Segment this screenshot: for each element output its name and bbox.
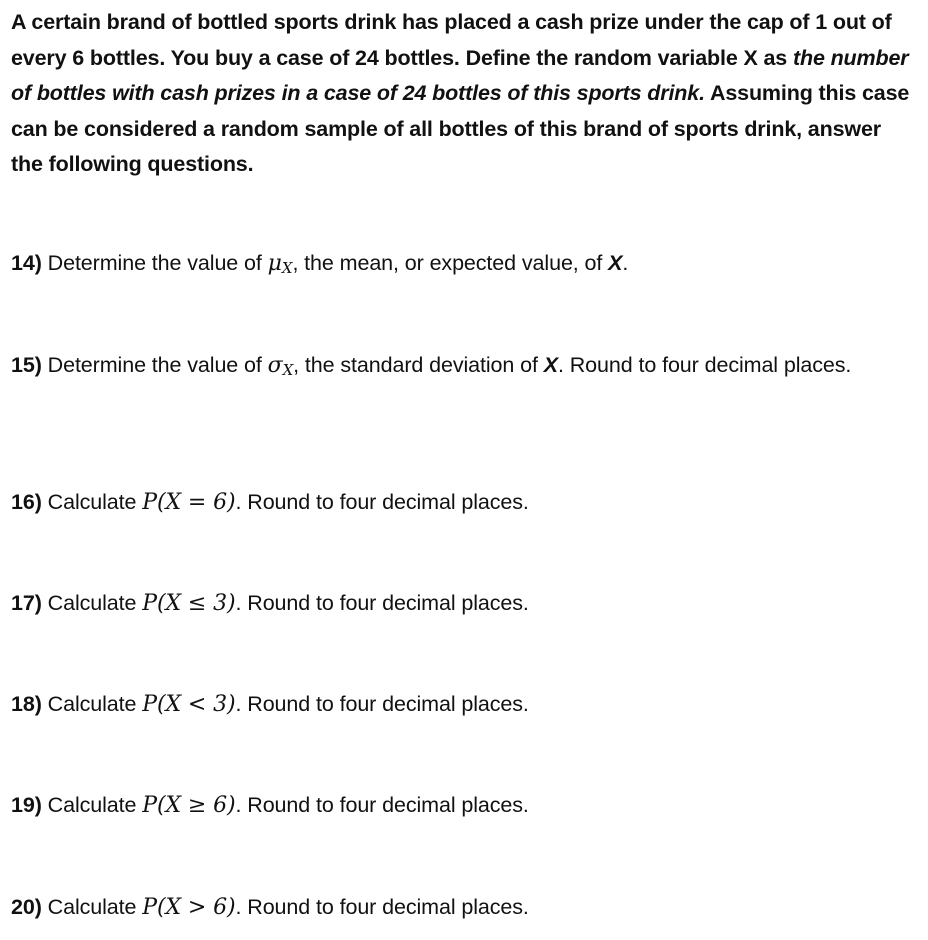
- variable-x: X: [543, 353, 558, 377]
- question-19: [11, 788, 916, 824]
- question-text-end: . Round to four decimal places.: [235, 895, 529, 919]
- problem-intro: [11, 5, 916, 183]
- question-number: 16): [11, 490, 42, 514]
- question-text-end: . Round to four decimal places.: [235, 591, 529, 615]
- question-number: 20): [11, 895, 42, 919]
- math-expression: P(X ≥ 6): [142, 793, 236, 818]
- question-20: [11, 890, 916, 926]
- question-text-end: . Round to four decimal places.: [235, 692, 529, 716]
- question-number: 14): [11, 251, 42, 275]
- question-text: , the standard deviation of: [293, 353, 544, 377]
- question-number: 19): [11, 793, 42, 817]
- question-number: 15): [11, 353, 42, 377]
- question-text: Determine the value of: [41, 251, 268, 275]
- variable-x: X: [608, 251, 623, 275]
- math-symbol-sigma: [268, 353, 294, 378]
- math-expression: P(X ≤ 3): [142, 591, 236, 616]
- question-text: Calculate: [41, 490, 143, 514]
- math-expression: P(X > 6): [142, 895, 236, 920]
- math-symbol-mu: [268, 251, 293, 276]
- question-number: 17): [11, 591, 42, 615]
- question-17: [11, 586, 916, 622]
- question-text: Determine the value of: [41, 353, 268, 377]
- symbol: μ: [267, 251, 282, 276]
- question-14: [11, 246, 916, 282]
- question-text: , the mean, or expected value, of: [292, 251, 609, 275]
- subscript: X: [282, 361, 294, 379]
- math-expression: P(X < 3): [142, 692, 236, 717]
- question-15: [11, 348, 916, 384]
- question-16: [11, 485, 916, 521]
- symbol: σ: [267, 353, 283, 378]
- question-text: Calculate: [41, 793, 143, 817]
- question-number: 18): [11, 692, 42, 716]
- question-18: [11, 687, 916, 723]
- intro-text-part1: A certain brand of bottled sports drink has placed a cash prize under the cap of 1 out of every 6 bottles. You buy a case of 24 bottles. Define the random variable X as: [11, 10, 892, 70]
- math-expression: P(X = 6): [142, 490, 236, 515]
- question-text-end: .: [622, 251, 629, 275]
- question-text-end: . Round to four decimal places.: [558, 353, 852, 377]
- intro-text-part2: Assuming this case can be considered a random sample of all bottles of this brand of sports drink, answer the following questions.: [11, 81, 910, 176]
- question-text: Calculate: [41, 895, 143, 919]
- intro-variable-definition: the number of bottles with cash prizes in a case of 24 bottles of this sports drink.: [11, 45, 909, 105]
- question-text: Calculate: [41, 692, 143, 716]
- question-text: Calculate: [41, 591, 143, 615]
- subscript: X: [281, 259, 293, 277]
- question-text-end: . Round to four decimal places.: [235, 793, 529, 817]
- question-text-end: . Round to four decimal places.: [235, 490, 529, 514]
